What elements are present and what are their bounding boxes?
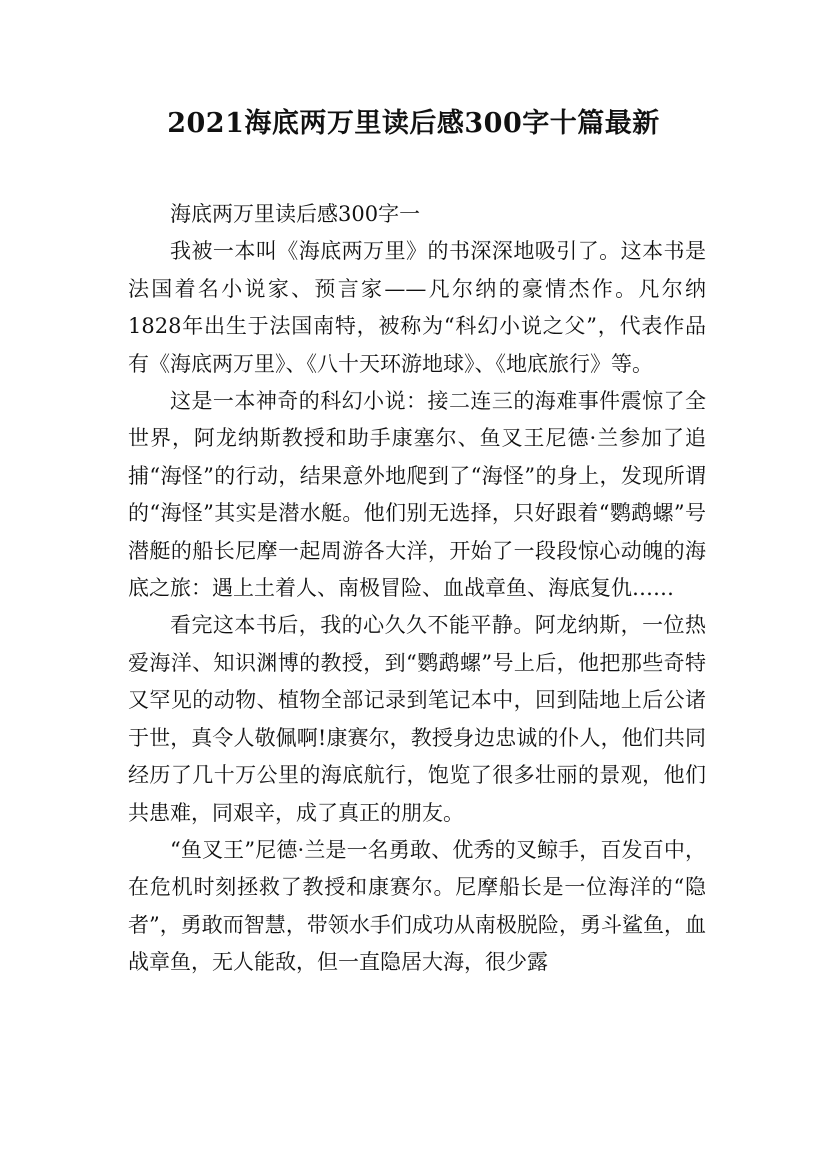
section-heading: 海底两万里读后感300字一	[170, 202, 421, 226]
paragraph-2: 这是一本神奇的科幻小说：接二连三的海难事件震惊了全世界，阿龙纳斯教授和助手康塞尔、鱼叉王尼德·兰参加了追捕“海怪”的行动，结果意外地爬到了“海怪”的身上，发现所谓的“海怪”其实是潜水艇。他们别无选择，只好跟着“鹦鹉螺”号潜艇的船长尼摩一起周游各大洋，开始了一段段惊心动魄的海底之旅：遇上土着人、南极冒险、血战章鱼、海底复仇……	[128, 389, 706, 601]
paragraph-1: 我被一本叫《海底两万里》的书深深地吸引了。这本书是法国着名小说家、预言家——凡尔纳的豪情杰作。凡尔纳1828年出生于法国南特，被称为“科幻小说之父”，代表作品有《海底两万里》、《八十天环游地球》、《地底旅行》等。	[128, 239, 706, 376]
paragraph-3: 看完这本书后，我的心久久不能平静。阿龙纳斯，一位热爱海洋、知识渊博的教授，到“鹦鹉螺”号上后，他把那些奇特又罕见的动物、植物全部记录到笔记本中，回到陆地上后公诸于世，真令人敬佩啊!康赛尔，教授身边忠诚的仆人，他们共同经历了几十万公里的海底航行，饱览了很多壮丽的景观，他们共患难，同艰辛，成了真正的朋友。	[128, 613, 706, 825]
paragraph-4: “鱼叉王”尼德·兰是一名勇敢、优秀的叉鲸手，百发百中，在危机时刻拯救了教授和康赛尔。尼摩船长是一位海洋的“隐者”，勇敢而智慧，带领水手们成功从南极脱险，勇斗鲨鱼，血战章鱼，无人能敌，但一直隐居大海，很少露	[128, 837, 706, 975]
document-body	[128, 196, 706, 982]
document-title: 2021海底两万里读后感300字十篇最新	[167, 108, 660, 139]
